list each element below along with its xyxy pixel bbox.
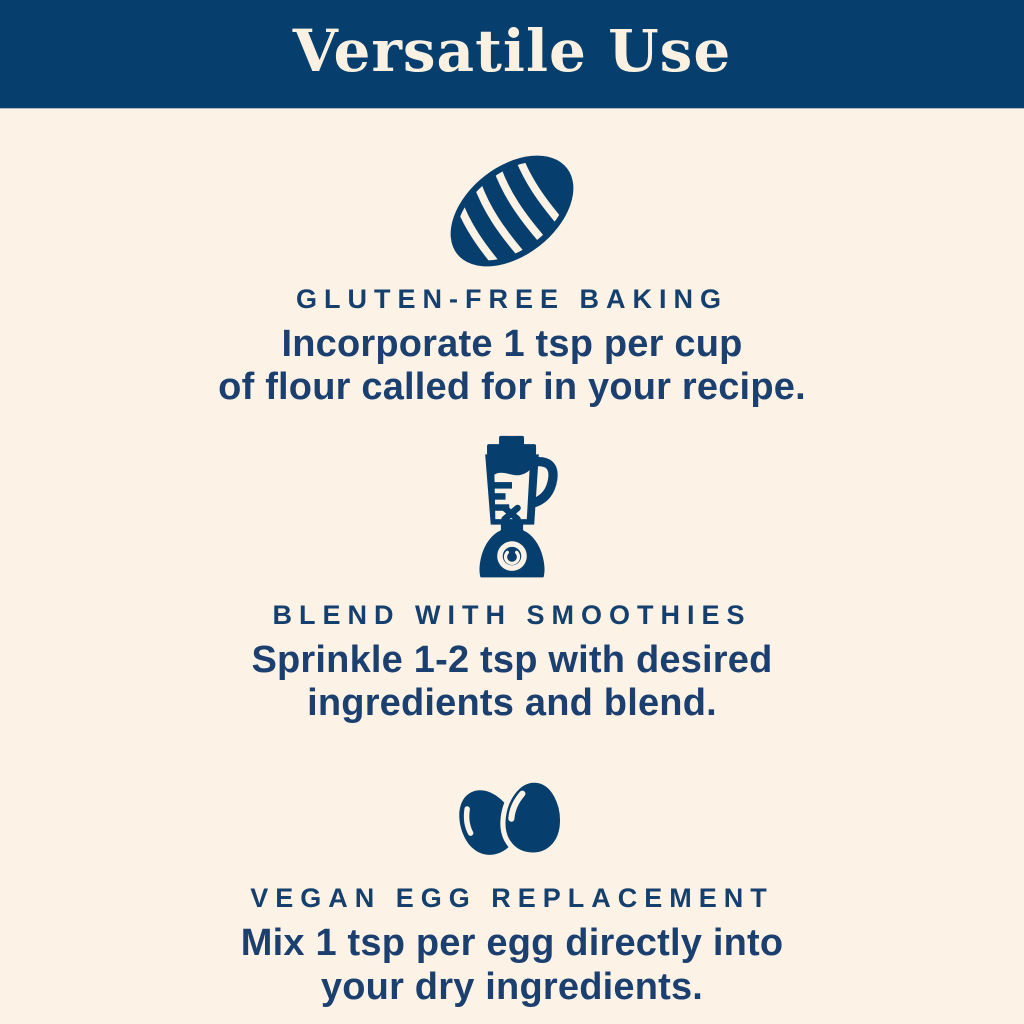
page-title: Versatile Use [292,17,732,85]
section-vegan-egg-replacement [0,725,1024,1009]
section-body [241,922,784,1009]
section-blend-with-smoothies [0,410,1024,726]
section-heading: GLUTEN-FREE BAKING [296,284,728,314]
header-bar [0,0,1024,108]
blender-icon [446,434,578,582]
body-line-2: of flour called for in your recipe. [218,366,806,409]
body-line-1: Sprinkle 1-2 tsp with desired [251,638,773,681]
eggs-icon [437,763,587,873]
section-heading: VEGAN EGG REPLACEMENT [250,883,774,914]
section-body [218,323,806,410]
body-line-1: Incorporate 1 tsp per cup [281,323,743,365]
body-line-1: Mix 1 tsp per egg directly into [240,922,784,965]
body-line-2: ingredients and blend. [307,681,717,724]
section-heading: BLEND WITH SMOOTHIES [272,599,752,630]
bread-loaf-icon [437,150,587,272]
body-line-2: your dry ingredients. [320,965,704,1008]
section-body [251,639,772,726]
section-gluten-free-baking [0,108,1024,410]
